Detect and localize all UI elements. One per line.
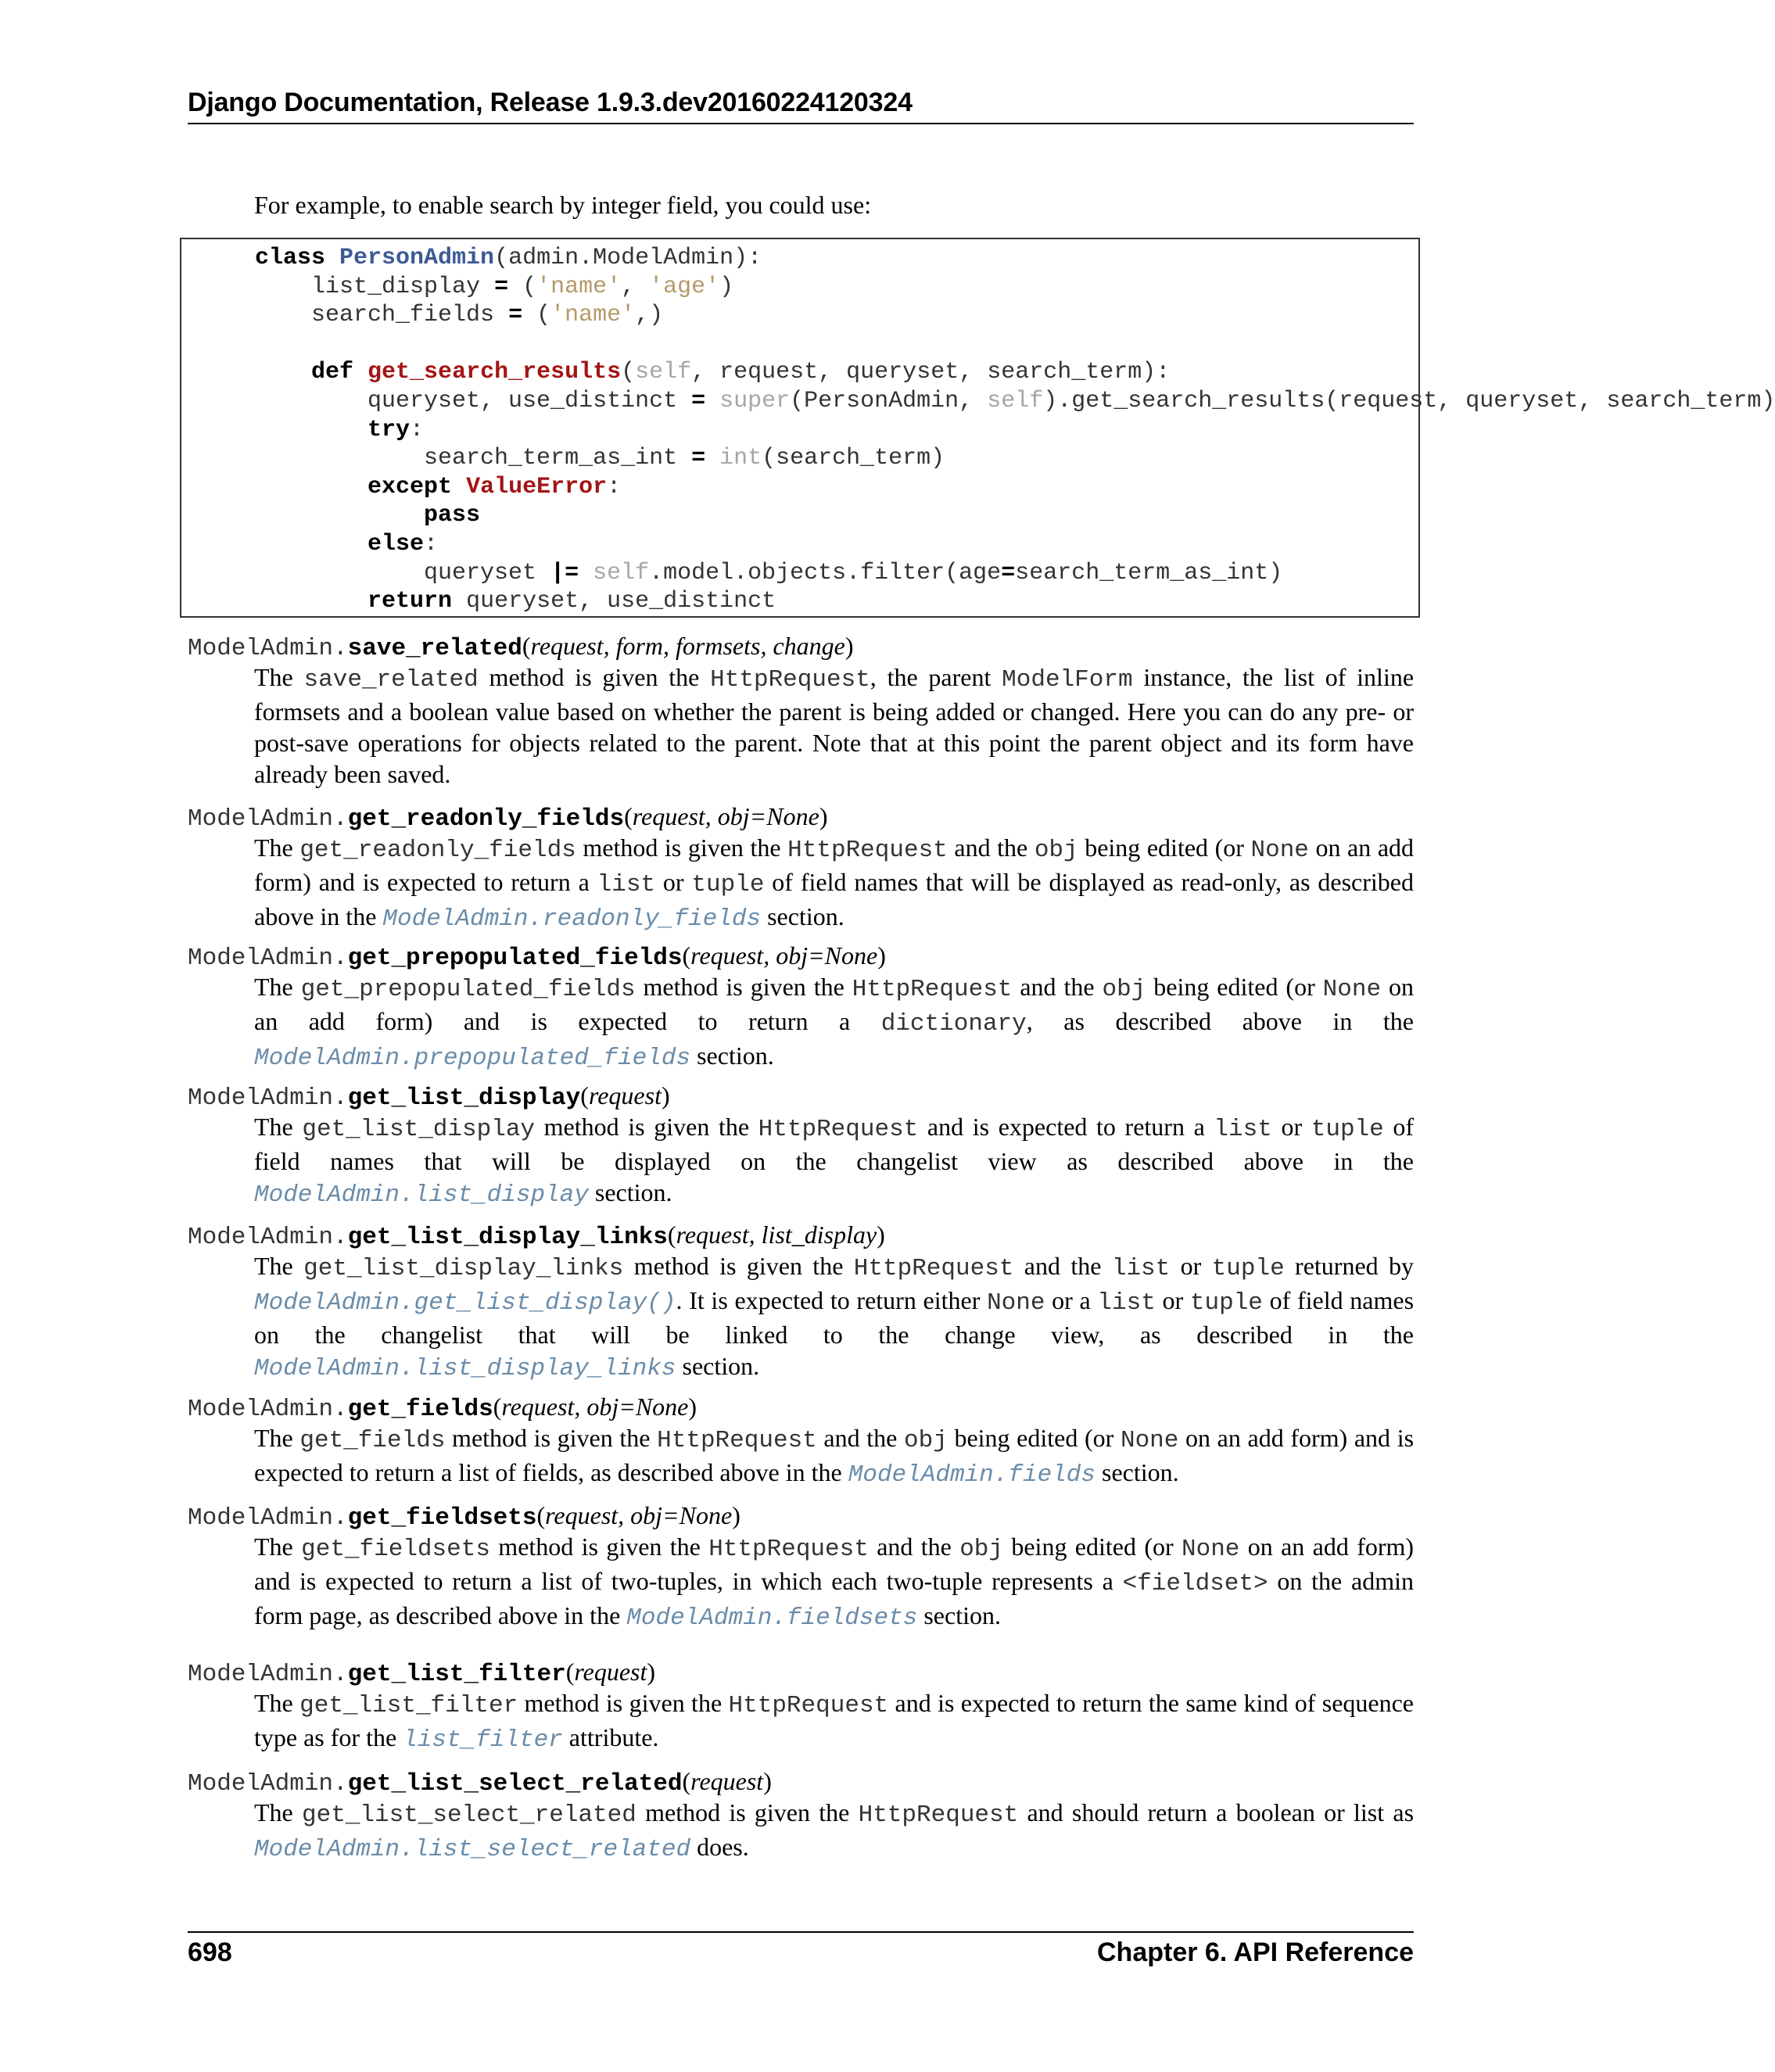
method-name: get_fields (347, 1396, 493, 1423)
code-token: (PersonAdmin, (790, 387, 988, 414)
intro-paragraph: For example, to enable search by integer field, you could use: (254, 191, 872, 219)
code-token (255, 588, 368, 615)
open-paren: ( (682, 1767, 691, 1795)
code-token: 'name' (536, 273, 622, 300)
cross-reference-link[interactable]: ModelAdmin.list_select_related (254, 1836, 691, 1863)
inline-code: get_fieldsets (301, 1536, 490, 1563)
page-number: 698 (188, 1938, 232, 1967)
code-token: 'name' (550, 302, 636, 329)
method-name: save_related (347, 635, 522, 662)
inline-code: obj (959, 1536, 1003, 1563)
code-token: int (719, 445, 762, 472)
method-params: request, obj=None (690, 941, 878, 970)
inline-code: list (1214, 1116, 1272, 1143)
code-token: ( (508, 273, 537, 300)
code-token: = (1001, 559, 1016, 586)
description-text: or a (1045, 1286, 1098, 1314)
description-text: does. (690, 1833, 749, 1861)
code-token: = (691, 387, 706, 414)
description-text: The (254, 1113, 303, 1141)
code-token: (admin.ModelAdmin): (494, 245, 762, 271)
description-text: and should return a boolean or list as (1018, 1798, 1415, 1826)
class-prefix: ModelAdmin. (188, 945, 348, 972)
inline-code: <fieldset> (1122, 1570, 1268, 1597)
code-token: search_fields (255, 302, 509, 329)
description-text: and the (816, 1424, 904, 1452)
code-token (579, 560, 593, 586)
code-token: get_search_results (368, 359, 622, 386)
description-text: on an add form) and is expected to return a list of two-tuples, in which each two-tuple represents a (254, 1532, 1415, 1595)
method-signature (188, 1656, 1414, 1687)
method-entry-get-list-select-related (188, 1766, 1414, 1866)
method-description (254, 1797, 1414, 1866)
inline-code: None (1120, 1427, 1179, 1454)
code-token: search_term_as_int) (1015, 559, 1283, 586)
code-token (353, 359, 368, 385)
inline-code: save_related (303, 666, 479, 694)
description-text: The (254, 1689, 300, 1717)
method-entry-get-fieldsets (188, 1500, 1414, 1634)
inline-code: get_fields (299, 1427, 446, 1454)
method-entry-get-prepopulated-fields (188, 940, 1414, 1074)
description-text: on an add form) and is expected to return a (254, 833, 1415, 896)
description-text: of field names on the changelist that will be linked to the change view, as described in the (254, 1286, 1415, 1349)
open-paren: ( (522, 632, 531, 660)
code-token: , request, queryset, search_term): (691, 359, 1171, 386)
method-entry-get-fields (188, 1391, 1414, 1491)
description-text: attribute. (562, 1723, 659, 1751)
method-signature (188, 801, 1414, 832)
header-divider (188, 123, 1414, 124)
inline-code: HttpRequest (708, 1536, 869, 1563)
open-paren: ( (493, 1393, 502, 1421)
description-text: on an add form) and is expected to return a list of fields, as described above in the (254, 1424, 1415, 1486)
method-signature (188, 1391, 1414, 1422)
open-paren: ( (536, 1501, 546, 1529)
description-text: The (254, 1798, 302, 1826)
method-description (254, 1531, 1414, 1634)
description-text: method is given the (636, 1798, 859, 1826)
code-token: ValueError (466, 473, 608, 500)
inline-code: HttpRequest (728, 1692, 889, 1719)
inline-code: obj (1034, 837, 1078, 864)
description-text: section. (588, 1178, 672, 1206)
code-token: ( (621, 359, 636, 386)
class-prefix: ModelAdmin. (188, 1224, 348, 1251)
method-name: get_list_display_links (347, 1224, 668, 1251)
inline-code: HttpRequest (758, 1116, 919, 1143)
cross-reference-link[interactable]: ModelAdmin.prepopulated_fields (254, 1045, 691, 1072)
inline-code: get_list_display_links (303, 1255, 624, 1282)
close-paren: ) (844, 632, 854, 660)
method-entry-get-readonly-fields (188, 801, 1414, 935)
close-paren: ) (819, 802, 828, 830)
description-text: The (254, 1532, 302, 1561)
class-prefix: ModelAdmin. (188, 1770, 348, 1798)
description-text: and is expected to return a (918, 1113, 1214, 1141)
class-prefix: ModelAdmin. (188, 635, 348, 662)
code-token: = (508, 302, 523, 329)
code-token: class (255, 245, 326, 271)
method-entry-save-related (188, 630, 1414, 790)
description-text: instance, the list of inline formsets and a boolean value based on whether the parent is being added or changed. Here you can do any pre- or post-save operations for objects related to the parent. Note that at this point the parent object and its form have already been saved. (254, 663, 1415, 788)
description-text: being edited (or (947, 1424, 1121, 1452)
inline-code: None (1322, 976, 1382, 1003)
inline-code: HttpRequest (657, 1427, 817, 1454)
chapter-title: Chapter 6. API Reference (1097, 1938, 1414, 1967)
running-header-title: Django Documentation, Release 1.9.3.dev20160224120324 (188, 88, 913, 117)
close-paren: ) (688, 1393, 697, 1421)
method-params: request, list_display (676, 1221, 877, 1249)
code-token (255, 417, 368, 443)
inline-code: get_prepopulated_fields (300, 976, 636, 1003)
description-text: or (1170, 1252, 1212, 1280)
close-paren: ) (647, 1658, 656, 1686)
close-paren: ) (877, 941, 886, 970)
code-token: ).get_search_results(request, queryset, search_term) (1043, 387, 1775, 414)
open-paren: ( (565, 1658, 575, 1686)
method-params: request, obj=None (501, 1393, 689, 1421)
description-text: section. (917, 1601, 1001, 1629)
method-entry-get-list-display (188, 1080, 1414, 1211)
description-text: method is given the (535, 1113, 758, 1141)
code-token: ( (522, 302, 551, 329)
inline-code: tuple (1211, 1255, 1285, 1282)
inline-code: HttpRequest (787, 837, 948, 864)
inline-code: None (1181, 1536, 1240, 1563)
description-text: The (254, 1424, 300, 1452)
description-text: method is given the (518, 1689, 729, 1717)
method-signature (188, 1500, 1414, 1531)
code-token: def (311, 359, 354, 386)
description-text: on the admin form page, as described above in the (254, 1567, 1415, 1629)
method-name: get_list_filter (347, 1661, 566, 1688)
description-text: The (254, 663, 304, 691)
code-listing (255, 244, 1775, 616)
code-token: queryset (255, 559, 551, 586)
description-text: . It is expected to return either (676, 1286, 988, 1314)
description-text: being edited (or (1003, 1532, 1182, 1561)
code-token: : (607, 473, 622, 500)
code-token (255, 359, 311, 385)
open-paren: ( (682, 941, 691, 970)
open-paren: ( (580, 1081, 589, 1109)
description-text: and the (868, 1532, 960, 1561)
description-text: The (254, 973, 301, 1001)
method-name: get_list_display (347, 1084, 581, 1112)
description-text: of field names that will be displayed on the changelist view as described above in the (254, 1113, 1415, 1175)
method-description (254, 1687, 1414, 1756)
code-token: queryset, use_distinct (255, 387, 692, 414)
description-text: or (1271, 1113, 1311, 1141)
code-token (255, 531, 368, 557)
method-params: request (690, 1767, 764, 1795)
cross-reference-link[interactable]: ModelAdmin.readonly_fields (382, 905, 762, 933)
description-text: method is given the (445, 1424, 658, 1452)
method-description (254, 971, 1414, 1074)
inline-code: tuple (691, 871, 765, 898)
code-token: try (368, 416, 411, 443)
code-token: queryset, use_distinct (452, 588, 776, 615)
inline-code: obj (1102, 976, 1146, 1003)
class-prefix: ModelAdmin. (188, 1504, 348, 1532)
inline-code: get_list_filter (299, 1692, 518, 1719)
code-token: : (424, 530, 439, 557)
close-paren: ) (763, 1767, 772, 1795)
description-text: method is given the (635, 973, 852, 1001)
inline-code: get_list_display (302, 1116, 536, 1143)
code-token: ) (719, 273, 734, 300)
description-text: section. (761, 902, 844, 930)
code-token (255, 474, 368, 500)
code-token: : (410, 416, 425, 443)
description-text: method is given the (623, 1252, 854, 1280)
method-entry-get-list-filter (188, 1656, 1414, 1756)
method-name: get_fieldsets (347, 1504, 537, 1532)
close-paren: ) (661, 1081, 670, 1109)
method-params: request, form, formsets, change (530, 632, 845, 660)
method-name: get_readonly_fields (347, 805, 625, 833)
code-token: self (635, 359, 692, 386)
description-text: section. (1095, 1458, 1179, 1486)
inline-code: get_list_select_related (302, 1801, 636, 1829)
cross-reference-link[interactable]: list_filter (403, 1726, 563, 1754)
method-description (254, 1111, 1414, 1211)
code-token: return (368, 588, 453, 615)
inline-code: dictionary (880, 1010, 1027, 1038)
class-prefix: ModelAdmin. (188, 1396, 348, 1423)
code-token: super (719, 387, 791, 414)
inline-code: obj (904, 1427, 948, 1454)
cross-reference-link[interactable]: ModelAdmin.fieldsets (626, 1604, 918, 1632)
inline-code: HttpRequest (858, 1801, 1019, 1829)
inline-code: list (597, 871, 656, 898)
code-token (705, 445, 719, 471)
method-signature (188, 1219, 1414, 1250)
inline-code: tuple (1311, 1116, 1384, 1143)
description-text: and the (1012, 973, 1103, 1001)
code-token: list_display (255, 273, 495, 300)
description-text: , the parent (870, 663, 1002, 691)
inline-code: HttpRequest (852, 976, 1013, 1003)
class-prefix: ModelAdmin. (188, 1661, 348, 1688)
method-name: get_prepopulated_fields (347, 945, 683, 972)
class-prefix: ModelAdmin. (188, 1084, 348, 1112)
method-params: request, obj=None (545, 1501, 733, 1529)
method-signature (188, 1766, 1414, 1797)
description-text: method is given the (489, 1532, 709, 1561)
footer-divider (188, 1931, 1414, 1933)
cross-reference-link[interactable]: ModelAdmin.list_display_links (254, 1355, 676, 1382)
code-token: ,) (635, 302, 664, 329)
inline-code: ModelForm (1002, 666, 1133, 694)
method-description (254, 832, 1414, 935)
description-text: on an add form) and is expected to return a (254, 973, 1415, 1035)
cross-reference-link[interactable]: ModelAdmin.list_display (254, 1181, 589, 1209)
close-paren: ) (732, 1501, 740, 1529)
method-description (254, 1422, 1414, 1491)
method-signature (188, 1080, 1414, 1111)
code-token: |= (550, 559, 579, 586)
description-text: and the (947, 833, 1035, 862)
code-token: else (368, 530, 425, 557)
code-block (180, 238, 1775, 618)
code-token: self (593, 559, 650, 586)
inline-code: None (1250, 837, 1309, 864)
code-token: 'age' (649, 273, 720, 300)
description-text: and is expected to return the same kind of sequence type as for the (254, 1689, 1415, 1751)
open-paren: ( (624, 802, 633, 830)
description-text: or (1155, 1286, 1190, 1314)
method-description (254, 1250, 1414, 1385)
inline-code: HttpRequest (853, 1255, 1014, 1282)
method-entry-get-list-display-links (188, 1219, 1414, 1385)
cross-reference-link[interactable]: ModelAdmin.fields (848, 1461, 1095, 1489)
description-text: method is given the (576, 833, 788, 862)
class-prefix: ModelAdmin. (188, 805, 348, 833)
description-text: method is given the (478, 663, 711, 691)
inline-code: tuple (1189, 1289, 1263, 1317)
inline-code: list (1111, 1255, 1171, 1282)
description-text: or (655, 868, 692, 896)
code-token: pass (424, 502, 481, 529)
inline-code: None (987, 1289, 1045, 1317)
inline-code: list (1097, 1289, 1156, 1317)
code-token (705, 388, 719, 414)
code-token: = (494, 273, 509, 300)
code-token (452, 474, 466, 500)
description-text: section. (690, 1041, 774, 1070)
description-text: returned by (1284, 1252, 1415, 1280)
code-token: (search_term) (762, 445, 945, 472)
description-text: , as described above in the (1026, 1007, 1415, 1035)
description-text: and the (1013, 1252, 1112, 1280)
description-text: being edited (or (1146, 973, 1323, 1001)
inline-code: get_readonly_fields (299, 837, 576, 864)
open-paren: ( (667, 1221, 676, 1249)
method-params: request (588, 1081, 662, 1109)
method-name: get_list_select_related (347, 1770, 683, 1798)
code-token: PersonAdmin (339, 245, 495, 271)
code-token: , (621, 273, 650, 300)
code-token (255, 502, 424, 529)
code-token: self (987, 387, 1044, 414)
code-token: except (368, 473, 453, 500)
code-token: = (691, 445, 706, 472)
description-text: being edited (or (1078, 833, 1251, 862)
cross-reference-link[interactable]: ModelAdmin.get_list_display() (254, 1289, 676, 1317)
inline-code: HttpRequest (710, 666, 870, 694)
method-description (254, 661, 1414, 790)
close-paren: ) (877, 1221, 885, 1249)
description-text: The (254, 1252, 304, 1280)
code-token: .model.objects.filter(age (649, 559, 1002, 586)
code-token: search_term_as_int (255, 445, 692, 472)
description-text: of field names that will be displayed as read-only, as described above in the (254, 868, 1414, 930)
code-token (325, 245, 339, 271)
method-params: request, obj=None (632, 802, 819, 830)
description-text: section. (676, 1352, 760, 1380)
method-signature (188, 940, 1414, 971)
method-signature (188, 630, 1414, 661)
method-params: request (574, 1658, 647, 1686)
description-text: The (254, 833, 300, 862)
